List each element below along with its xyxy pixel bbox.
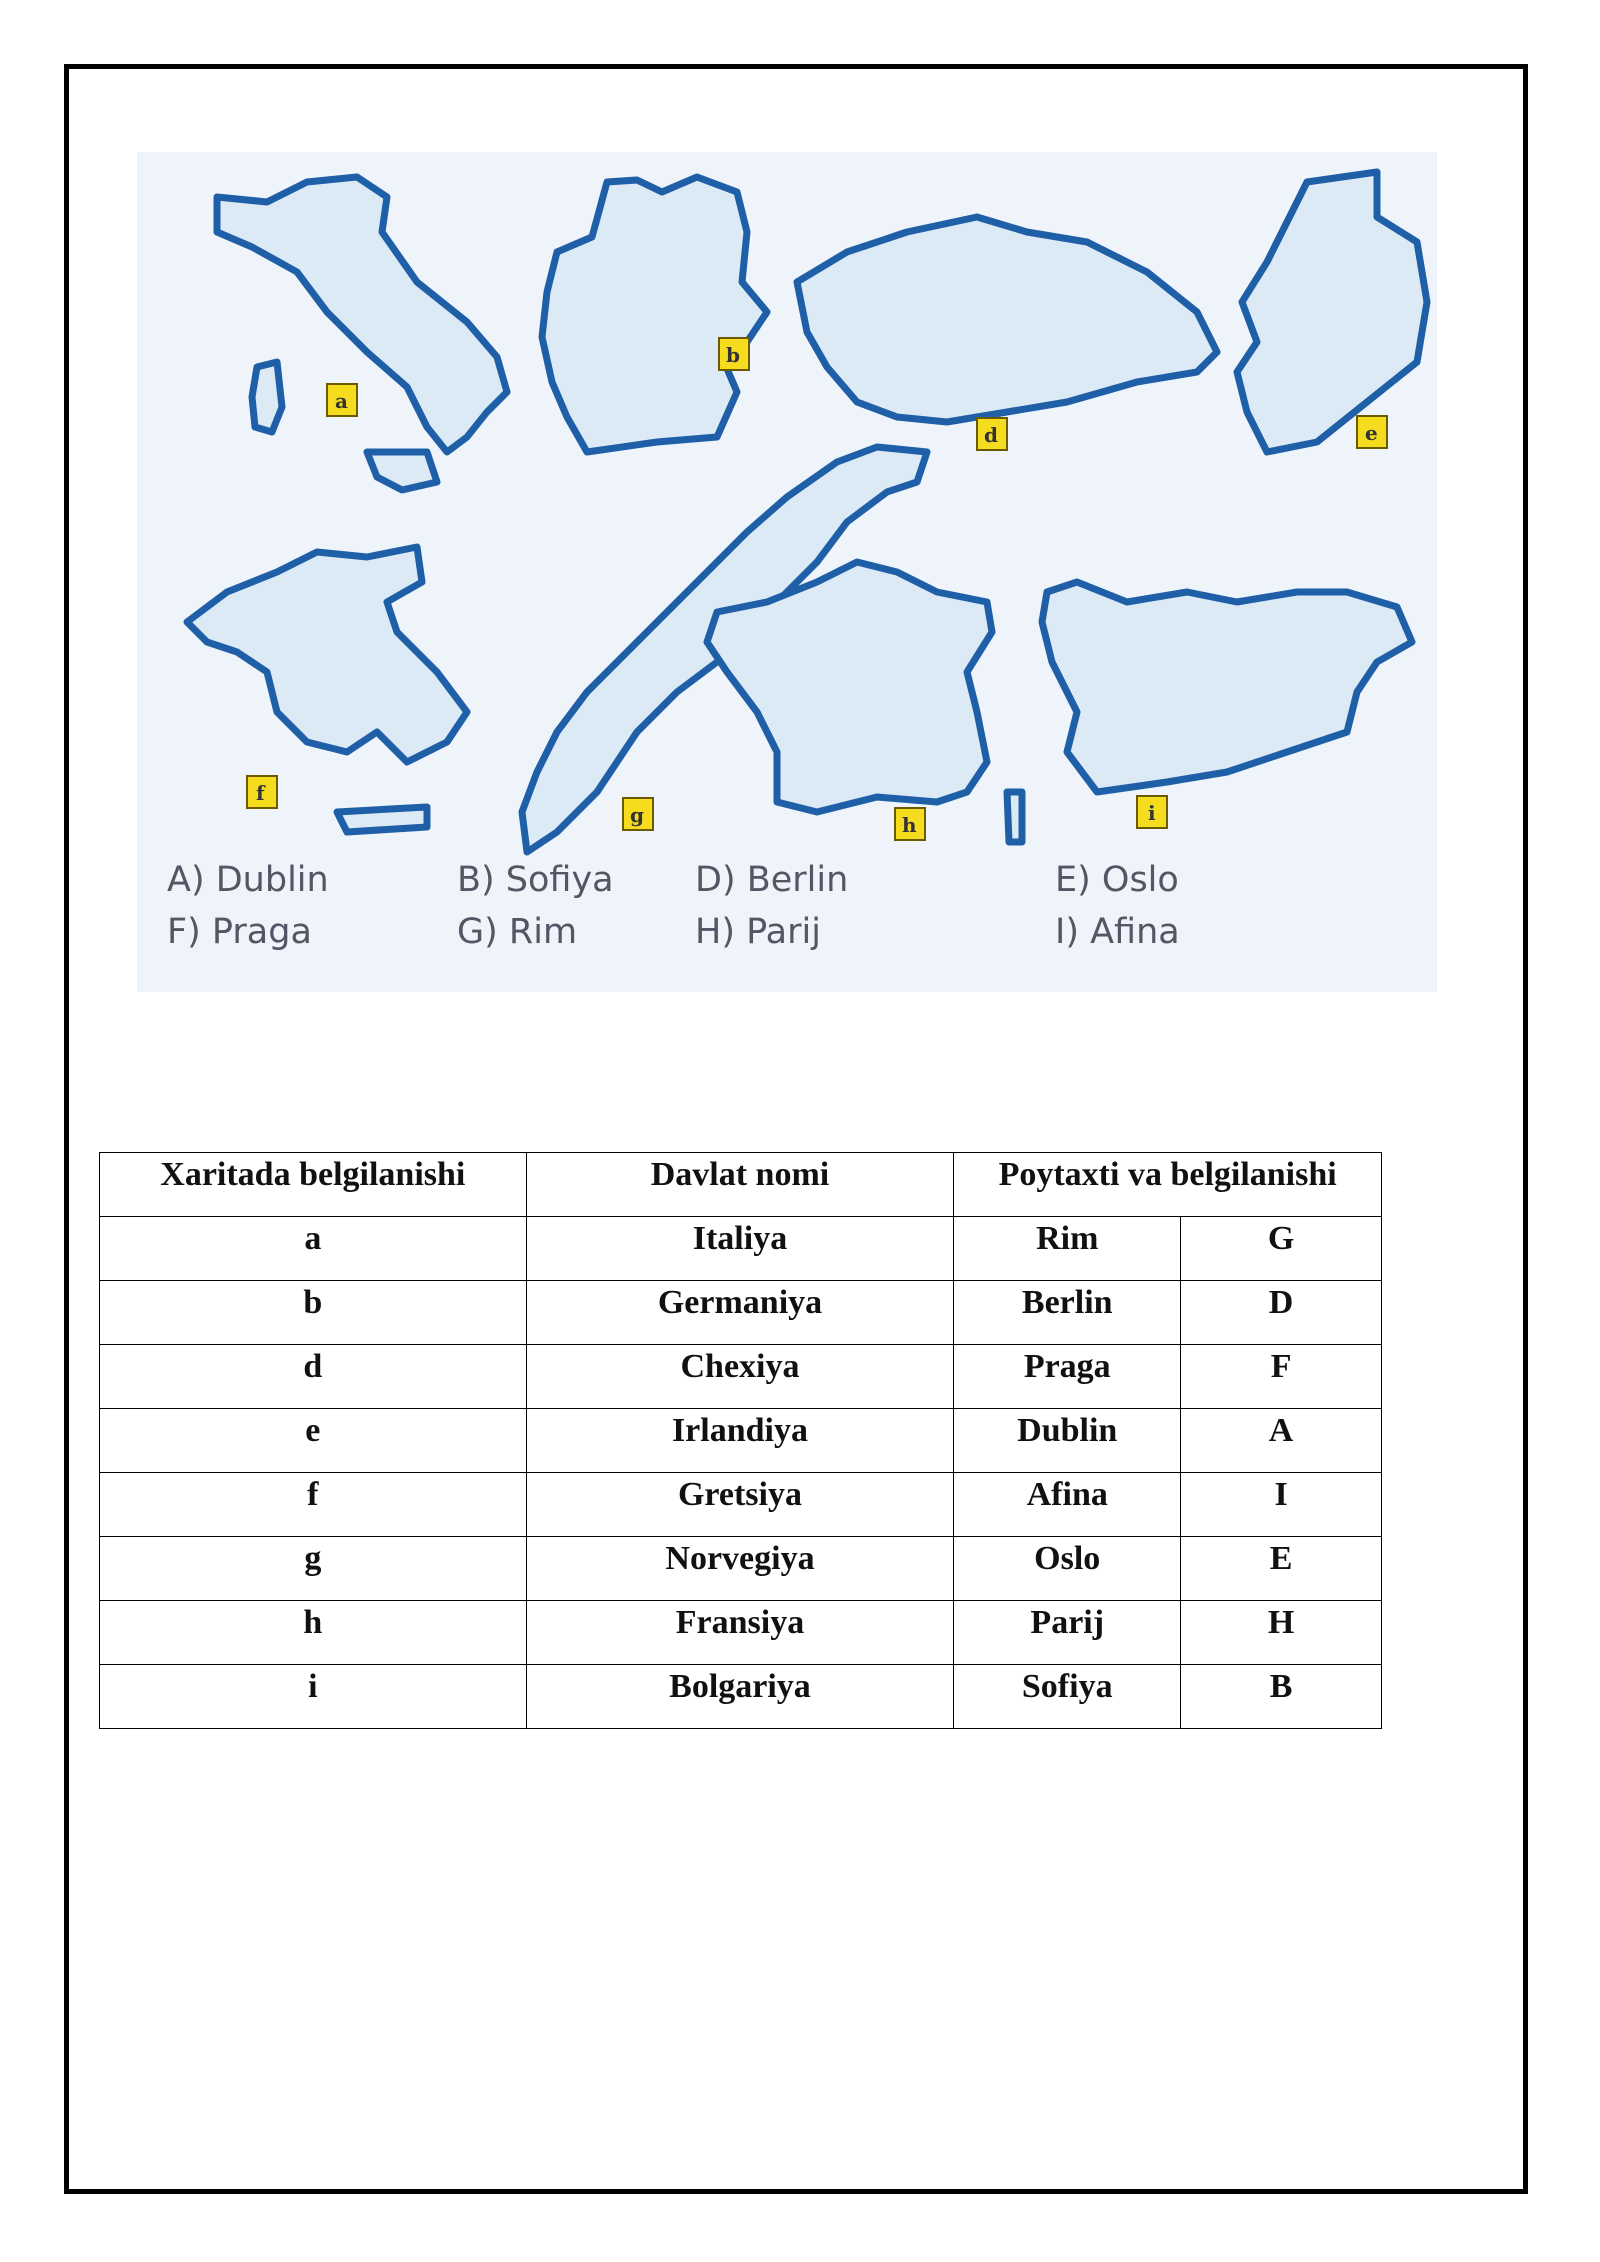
table-row	[100, 1665, 1382, 1729]
table-row	[100, 1217, 1382, 1281]
marker-i	[1137, 796, 1167, 828]
cell-capital-letter: A	[1181, 1409, 1382, 1473]
marker-a	[327, 384, 357, 416]
cell-map-mark: d	[100, 1345, 527, 1409]
table-header-row	[100, 1153, 1382, 1217]
marker-d-label: d	[984, 423, 998, 447]
cell-capital: Afina	[954, 1473, 1181, 1537]
country-greece-crete	[337, 807, 427, 832]
answer-table	[99, 1152, 1382, 1729]
country-france-corsica	[1007, 792, 1022, 842]
option-e: E) Oslo	[1055, 860, 1179, 900]
cell-country: Irlandiya	[526, 1409, 954, 1473]
cell-map-mark: e	[100, 1409, 527, 1473]
country-map	[137, 152, 1437, 992]
country-italy-sicily	[367, 452, 437, 490]
option-h: H) Parij	[695, 912, 821, 952]
cell-map-mark: i	[100, 1665, 527, 1729]
country-greece	[187, 547, 467, 762]
country-ireland	[1237, 172, 1427, 452]
cell-map-mark: h	[100, 1601, 527, 1665]
table-row	[100, 1409, 1382, 1473]
cell-capital-letter: B	[1181, 1665, 1382, 1729]
country-germany	[542, 177, 767, 452]
cell-map-mark: a	[100, 1217, 527, 1281]
cell-capital: Dublin	[954, 1409, 1181, 1473]
cell-country: Italiya	[526, 1217, 954, 1281]
table-row	[100, 1537, 1382, 1601]
cell-country: Fransiya	[526, 1601, 954, 1665]
marker-b	[719, 338, 749, 370]
table-row	[100, 1345, 1382, 1409]
marker-a-label: a	[335, 389, 348, 413]
country-czechia	[797, 217, 1217, 422]
marker-h-label: h	[902, 813, 917, 837]
marker-d	[977, 418, 1007, 450]
header-capital-mark: Poytaxti va belgilanishi	[954, 1153, 1382, 1217]
country-bulgaria	[1042, 582, 1412, 792]
table-row	[100, 1473, 1382, 1537]
header-map-mark: Xaritada belgilanishi	[100, 1153, 527, 1217]
cell-capital-letter: F	[1181, 1345, 1382, 1409]
cell-country: Chexiya	[526, 1345, 954, 1409]
cell-capital-letter: G	[1181, 1217, 1382, 1281]
option-b: B) Sofiya	[457, 860, 614, 900]
cell-capital: Praga	[954, 1345, 1181, 1409]
capital-options	[137, 860, 1437, 980]
cell-capital: Berlin	[954, 1281, 1181, 1345]
marker-g	[623, 798, 653, 830]
marker-i-label: i	[1148, 801, 1156, 825]
marker-e	[1357, 416, 1387, 448]
country-italy-sardinia	[252, 362, 282, 432]
option-a: A) Dublin	[167, 860, 329, 900]
cell-country: Gretsiya	[526, 1473, 954, 1537]
option-i: I) Afina	[1055, 912, 1180, 952]
cell-capital: Rim	[954, 1217, 1181, 1281]
cell-capital: Parij	[954, 1601, 1181, 1665]
cell-country: Germaniya	[526, 1281, 954, 1345]
marker-h	[895, 808, 925, 840]
header-country-name: Davlat nomi	[526, 1153, 954, 1217]
marker-b-label: b	[726, 343, 740, 367]
marker-f	[247, 776, 277, 808]
cell-map-mark: f	[100, 1473, 527, 1537]
cell-country: Bolgariya	[526, 1665, 954, 1729]
option-d: D) Berlin	[695, 860, 849, 900]
marker-g-label: g	[630, 803, 644, 827]
cell-capital-letter: E	[1181, 1537, 1382, 1601]
cell-capital-letter: I	[1181, 1473, 1382, 1537]
cell-capital: Sofiya	[954, 1665, 1181, 1729]
cell-country: Norvegiya	[526, 1537, 954, 1601]
cell-map-mark: g	[100, 1537, 527, 1601]
marker-e-label: e	[1365, 421, 1378, 445]
cell-capital: Oslo	[954, 1537, 1181, 1601]
cell-capital-letter: H	[1181, 1601, 1382, 1665]
cell-capital-letter: D	[1181, 1281, 1382, 1345]
option-g: G) Rim	[457, 912, 578, 952]
cell-map-mark: b	[100, 1281, 527, 1345]
table-row	[100, 1601, 1382, 1665]
option-f: F) Praga	[167, 912, 312, 952]
marker-f-label: f	[256, 781, 265, 805]
table-row	[100, 1281, 1382, 1345]
